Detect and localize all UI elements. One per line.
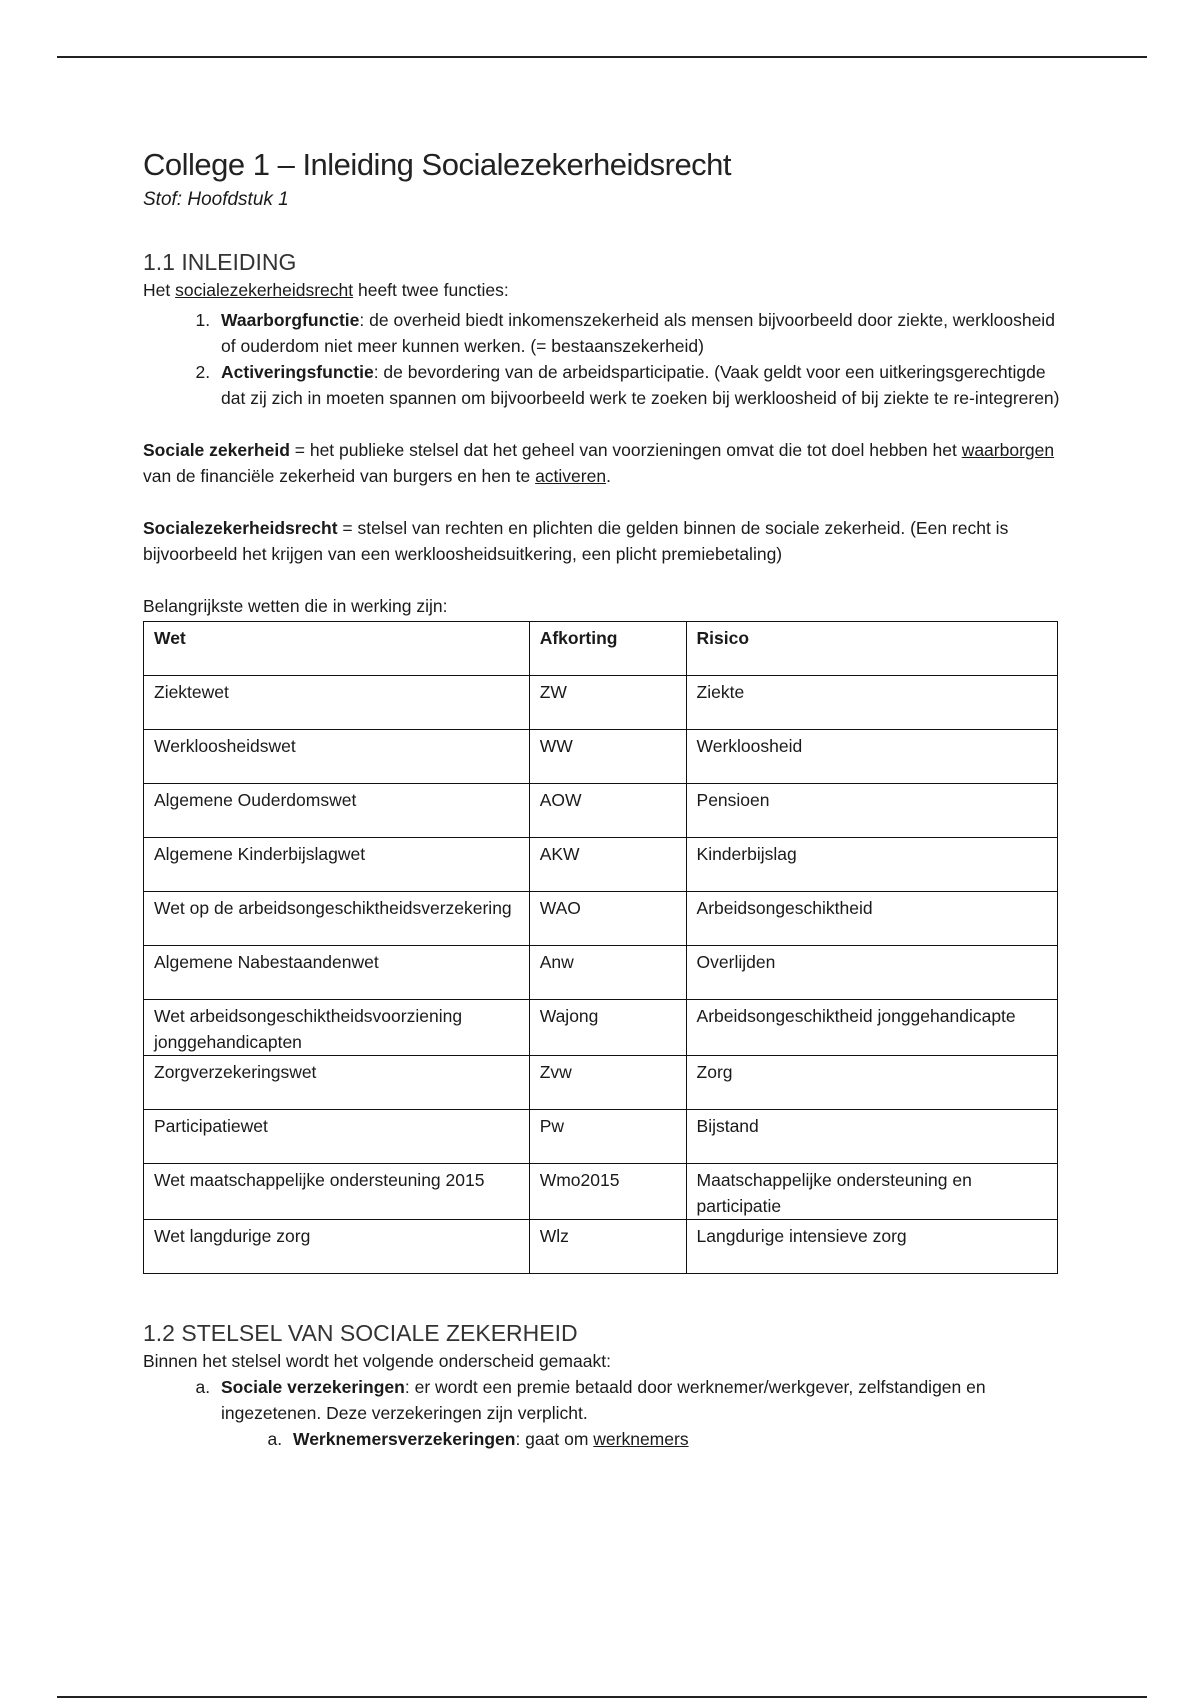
table-row: Algemene Ouderdomswet AOW Pensioen <box>144 784 1058 838</box>
sub-list <box>221 1426 1063 1452</box>
column-header: Risico <box>686 622 1057 676</box>
table-row: Zorgverzekeringswet Zvw Zorg <box>144 1056 1058 1110</box>
list-item: 1. Waarborgfunctie: de overheid biedt inkomenszekerheid als mensen bijvoorbeeld door ziekte, werkloosheid of ouderdom niet meer kunnen werken. (= bestaanszekerheid) <box>215 307 1063 359</box>
table-row: Wet maatschappelijke ondersteuning 2015 Wmo2015 Maatschappelijke ondersteuning en participatie <box>144 1164 1058 1220</box>
document-body <box>143 145 1063 1452</box>
list-item: 2. Activeringsfunctie: de bevordering van de arbeidsparticipatie. (Vaak geldt voor een uitkeringsgerechtigde dat zij zich in moeten spannen om bijvoorbeeld werk te zoeken bij werkloosheid of bij ziekte te re-integreren) <box>215 359 1063 411</box>
bottom-rule <box>57 1696 1147 1698</box>
table-header-row <box>144 622 1058 676</box>
section-heading-stelsel: 1.2 STELSEL VAN SOCIALE ZEKERHEID <box>143 1320 578 1346</box>
definition-sociale-zekerheid: Sociale zekerheid = het publieke stelsel dat het geheel van voorzieningen omvat die tot doel hebben het waarborgen van de financiële zekerheid van burgers en hen te activeren. <box>143 440 1055 486</box>
table-row: Wet langdurige zorg Wlz Langdurige intensieve zorg <box>144 1220 1058 1274</box>
table-row: Wet op de arbeidsongeschiktheidsverzekering WAO Arbeidsongeschiktheid <box>144 892 1058 946</box>
underlined-term: socialezekerheidsrecht <box>175 280 354 300</box>
table-row: Wet arbeidsongeschiktheidsvoorziening jonggehandicapten Wajong Arbeidsongeschiktheid jonggehandicapte <box>144 1000 1058 1056</box>
definition-socialezekerheidsrecht: Socialezekerheidsrecht = stelsel van rechten en plichten die gelden binnen de sociale zekerheid. (Een recht is bijvoorbeeld het krijgen van een werkloosheidsuitkering, een plicht premiebetaling) <box>143 518 1009 564</box>
table-caption: Belangrijkste wetten die in werking zijn: <box>143 596 448 616</box>
column-header: Wet <box>144 622 530 676</box>
top-rule <box>57 56 1147 58</box>
section2-intro: Binnen het stelsel wordt het volgende onderscheid gemaakt: <box>143 1351 611 1371</box>
document-title: College 1 – Inleiding Socialezekerheidsrecht <box>143 147 732 182</box>
table-row: Algemene Nabestaandenwet Anw Overlijden <box>144 946 1058 1000</box>
functions-list <box>143 307 1063 411</box>
section-heading-inleiding: 1.1 INLEIDING <box>143 249 297 275</box>
table-row: Ziektewet ZW Ziekte <box>144 676 1058 730</box>
laws-table <box>143 621 1058 1274</box>
document-subtitle: Stof: Hoofdstuk 1 <box>143 189 289 210</box>
column-header: Afkorting <box>529 622 686 676</box>
table-row: Werkloosheidswet WW Werkloosheid <box>144 730 1058 784</box>
distinction-list <box>143 1374 1063 1452</box>
list-item: a. Sociale verzekeringen: er wordt een premie betaald door werknemer/werkgever, zelfstandigen en ingezetenen. Deze verzekeringen zijn verplicht. a. Werknemersverzekeringen: gaat om werknemers <box>215 1374 1063 1452</box>
list-item: a. Werknemersverzekeringen: gaat om werknemers <box>287 1426 1063 1452</box>
table-row: Participatiewet Pw Bijstand <box>144 1110 1058 1164</box>
intro-paragraph: Het socialezekerheidsrecht heeft twee functies: <box>143 280 509 300</box>
table-row: Algemene Kinderbijslagwet AKW Kinderbijslag <box>144 838 1058 892</box>
